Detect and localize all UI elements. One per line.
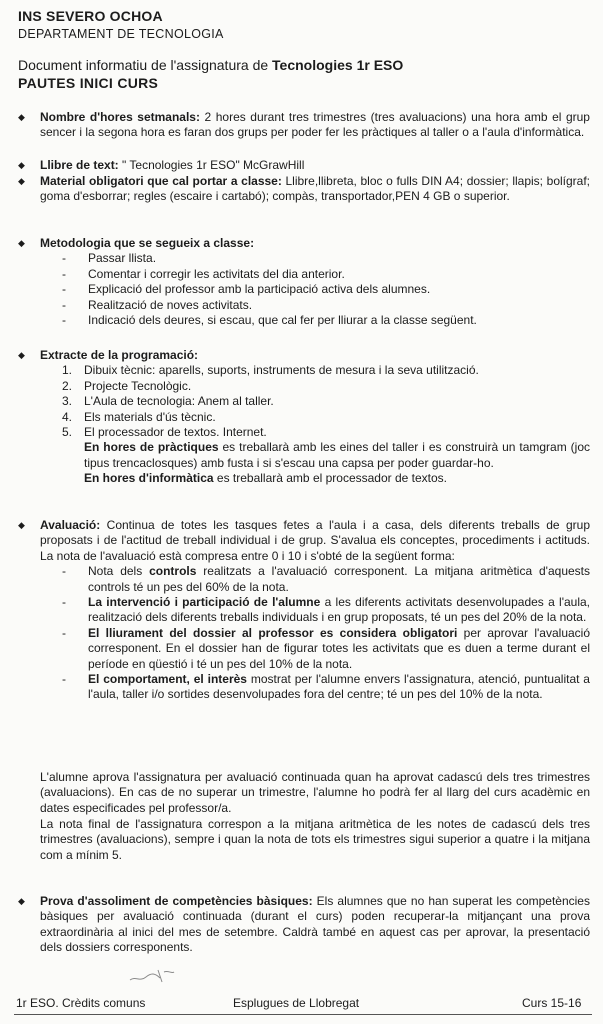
competences-label: Prova d'assoliment de competències bàsiques:	[40, 894, 313, 908]
list-item: - El comportament, el interès mostrat per l'alumne envers l'assignatura, atenció, puntualitat a l'aula, taller i/o sortides desenvolupades fora del centre; té un pes del 10% de la nota.	[62, 672, 590, 702]
evaluation-paragraph-pass: L'alumne aprova l'assignatura per avaluació continuada quan ha aprovat cadascú dels tres trimestres (avaluacions). En cas de no superar un trimestre, l'alumne ho podrà fer al llarg del curs acadèmic en dates especificades pel professor/a.	[40, 770, 590, 815]
section-program	[18, 348, 590, 487]
list-item: 3. L'Aula de tecnologia: Anem al taller.	[62, 394, 274, 409]
evaluation-list	[18, 564, 590, 703]
it-hours-paragraph: En hores d'informàtica es treballarà amb el processador de textos.	[84, 471, 448, 486]
list-item: - El lliurament del dossier al professor es considera obligatori per aprovar l'avaluació corresponent. En el dossier han de figurar totes les activitats que es duen a terme durant el període en qüestió i té un pes del 10% de la nota.	[62, 625, 591, 671]
handwritten-signature-icon	[128, 964, 176, 986]
program-label: Extracte de la programació:	[40, 348, 199, 362]
section-methodology	[18, 236, 590, 328]
section-competences	[18, 894, 590, 956]
hours-label: Nombre d'hores setmanals:	[40, 110, 200, 124]
list-item: 5. El processador de textos. Internet.	[62, 425, 267, 440]
footer-location: Esplugues de Llobregat	[233, 996, 360, 1010]
dash-marker: -	[62, 313, 66, 328]
competences-text: Els alumnes que no han superat les competències bàsiques per avaluació continuada (durant el curs) poden recuperar-la mitjançant una prova extraordinària al inici del mes de setembre. Caldrà també en aquest cas per aprovar, la presentació dels dossiers corresponents.	[40, 894, 590, 955]
textbook-label: Llibre de text:	[40, 158, 119, 172]
department-name: DEPARTAMENT DE TECNOLOGIA	[18, 27, 224, 41]
program-list	[18, 363, 590, 440]
list-item: - Nota dels controls realitzats a l'avaluació corresponent. La mitjana aritmètica d'aquests controls té un pes del 60% de la nota.	[62, 564, 590, 594]
list-item: - Comentar i corregir les activitats del dia anterior.	[62, 266, 345, 281]
dash-marker: -	[62, 282, 66, 297]
list-item: - Passar llista.	[62, 251, 157, 266]
list-item: - Indicació dels deures, si escau, que cal fer per lliurar a la classe següent.	[62, 313, 477, 328]
bullet-diamond-icon: ◆	[18, 112, 25, 122]
methodology-list	[18, 251, 590, 328]
textbook-text: " Tecnologies 1r ESO" McGrawHill	[122, 158, 305, 172]
material-text: Llibre,llibreta, bloc o fulls DIN A4; dossier; llapis; bolígraf; goma d'esborrar; regles (escaire i cartabó); compàs, transportador,PEN 4 GB o superior.	[40, 174, 591, 204]
evaluation-intro: Continua de totes les tasques fetes a l'aula i a casa, dels diferents treballs de grup proposats i de l'actitud de treball individual i de grup. S'avalua els conceptes, procediments i actituds. La nota de l'avaluació està compresa entre 0 i 10 i s'obté de la següent forma:	[40, 518, 590, 563]
bullet-diamond-icon: ◆	[18, 350, 25, 360]
list-item: - Explicació del professor amb la participació activa dels alumnes.	[62, 282, 431, 297]
document-title	[18, 57, 403, 73]
dash-marker: -	[62, 595, 66, 610]
title-subject: Tecnologies 1r ESO	[272, 57, 404, 73]
footer-course: 1r ESO. Crèdits comuns	[16, 996, 146, 1010]
material-label: Material obligatori que cal portar a classe:	[40, 174, 282, 188]
evaluation-label: Avaluació:	[40, 518, 101, 532]
bullet-diamond-icon: ◆	[18, 520, 25, 530]
list-item: - Realització de noves activitats.	[62, 297, 253, 312]
dash-marker: -	[62, 297, 66, 312]
practice-hours-paragraph: En hores de pràctiques es treballarà amb les eines del taller i es construirà un tamgram (joc tipus trencaclosques) amb fusta i si s'escau una capsa per poder guardar-ho.	[84, 440, 590, 470]
section-evaluation	[18, 518, 590, 703]
dash-marker: -	[62, 251, 66, 266]
section-hours	[18, 110, 590, 141]
document-subtitle: PAUTES INICI CURS	[18, 75, 159, 91]
list-item: 2. Projecte Tecnològic.	[62, 378, 192, 393]
list-item: - La intervenció i participació de l'alumne a les diferents activitats desenvolupades a l'aula, realització dels diferents treballs individuals i en grup proposats, té un pes del 20% de la nota.	[62, 595, 591, 625]
hours-text: 2 hores durant tres trimestres (tres avaluacions) una hora amb el grup sencer i la segona hora es faran dos grups per poder fer les pràctiques al taller o a l'aula d'informàtica.	[40, 110, 590, 140]
bullet-diamond-icon: ◆	[18, 896, 25, 906]
bullet-diamond-icon: ◆	[18, 238, 25, 248]
footer-year: Curs 15-16	[522, 996, 582, 1010]
dash-marker: -	[62, 625, 66, 640]
section-textbook	[18, 158, 590, 173]
bullet-diamond-icon: ◆	[18, 160, 25, 170]
section-material	[18, 174, 590, 205]
bullet-diamond-icon: ◆	[18, 176, 25, 186]
school-name: INS SEVERO OCHOA	[18, 8, 163, 24]
footer-divider	[14, 1014, 592, 1015]
methodology-label: Metodologia que se segueix a classe:	[40, 236, 255, 250]
dash-marker: -	[62, 672, 66, 687]
title-prefix: Document informatiu de l'assignatura de	[18, 57, 269, 73]
list-item: 1. Dibuix tècnic: aparells, suports, instruments de mesura i la seva utilització.	[62, 363, 479, 378]
dash-marker: -	[62, 266, 66, 281]
evaluation-paragraph-final-grade: La nota final de l'assignatura correspon a la mitjana aritmètica de les notes de cadascú dels tres trimestres (avaluacions), sempre i quan la nota de tots els trimestres sigui superior a quatre i la mitjana com a mínim 5.	[40, 817, 590, 862]
list-item: 4. Els materials d'ús tècnic.	[62, 409, 216, 424]
dash-marker: -	[62, 564, 66, 579]
